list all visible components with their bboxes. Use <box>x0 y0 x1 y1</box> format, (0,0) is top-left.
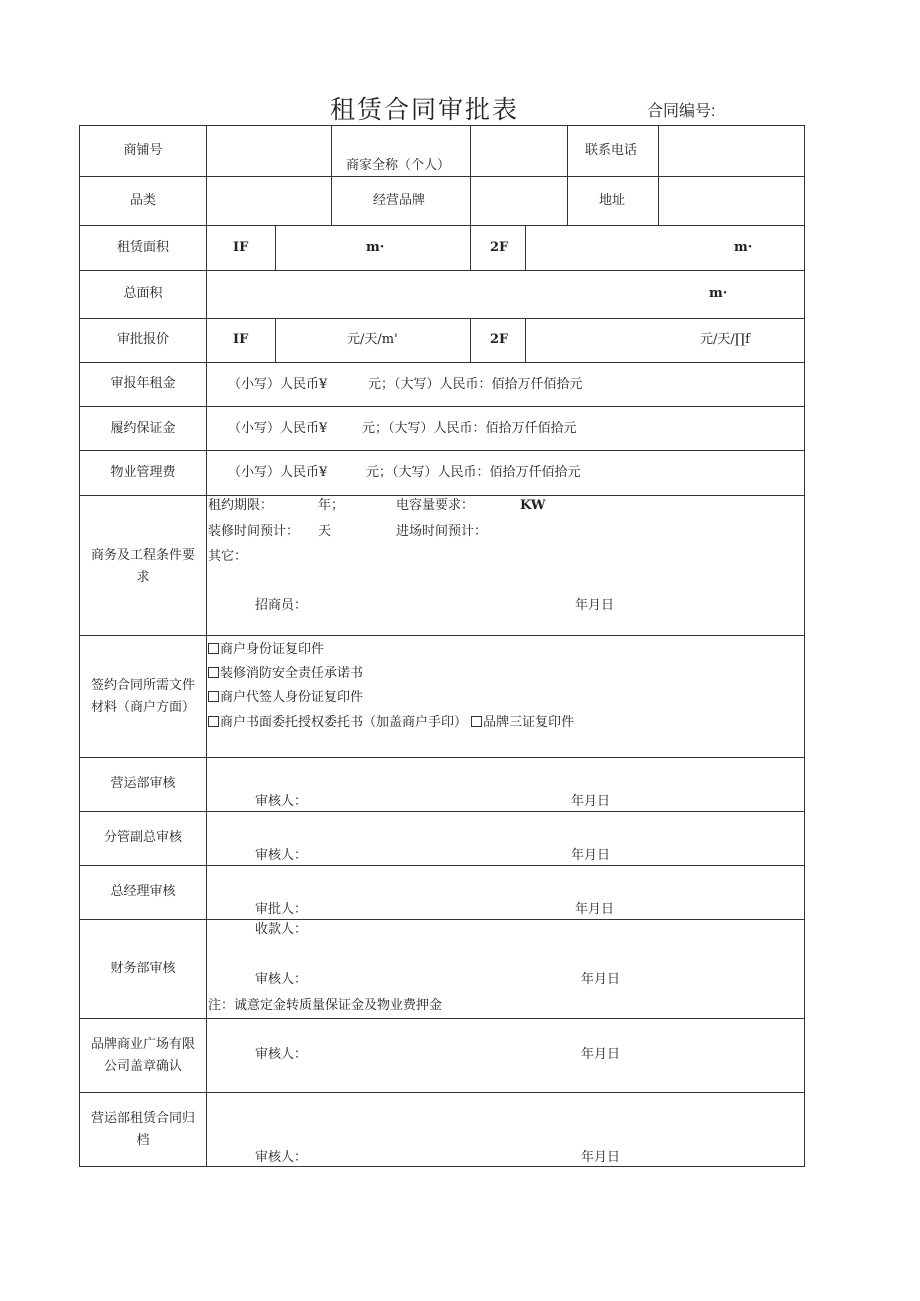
deposit-label: 履约保证金 <box>110 421 176 436</box>
business-conditions-label-line1: 商务及工程条件要 <box>90 548 195 563</box>
required-documents-label-line2: 材料（商户方面） <box>90 700 195 715</box>
floor-1-label: IF <box>233 240 249 255</box>
row-divider <box>79 635 805 636</box>
gm-approver-label: 审批人： <box>255 902 308 917</box>
gm-review-date: 年月日 <box>575 902 615 917</box>
area-unit-2f: m· <box>734 240 753 255</box>
lease-term-year: 年； <box>318 498 345 513</box>
row-divider <box>79 270 805 271</box>
total-area-unit: m· <box>709 286 728 301</box>
finance-note: 注：诚意定金转质量保证金及物业费押金 <box>208 998 443 1013</box>
power-capacity-label: 电容量要求： <box>396 498 475 513</box>
ops-review-label: 营运部审核 <box>110 776 176 791</box>
company-reviewer-label: 审核人： <box>255 1047 308 1062</box>
company-review-date: 年月日 <box>581 1047 621 1062</box>
property-fee-uppercase: 元；（大写）人民币：佰拾万仟佰拾元 <box>366 465 581 480</box>
price-unit-2f: 元/天/∏f <box>700 332 750 347</box>
entry-time-label: 进场时间预计： <box>396 524 488 539</box>
document-item: 商户代签人身份证复印件 <box>208 689 363 707</box>
lease-term-label: 租约期限： <box>208 498 274 513</box>
row-divider <box>79 362 805 363</box>
company-seal-label <box>80 1034 206 1078</box>
required-documents-label-line1: 签约合同所需文件 <box>90 678 195 693</box>
column-divider <box>525 225 526 270</box>
archive-label <box>80 1108 206 1152</box>
finance-review-label: 财务部审核 <box>110 961 176 976</box>
other-label: 其它： <box>208 549 248 564</box>
property-fee-lowercase: （小写）人民币¥ <box>228 465 328 480</box>
annual-rent-lowercase: （小写）人民币¥ <box>228 377 328 392</box>
row-divider <box>79 1092 805 1093</box>
deposit-uppercase: 元；（大写）人民币：佰拾万仟佰拾元 <box>362 421 577 436</box>
company-seal-label-line1: 品牌商业广场有限 <box>90 1037 195 1052</box>
document-item: 商户身份证复印件 <box>208 641 324 659</box>
price-floor-2-label: 2F <box>490 332 509 347</box>
archive-reviewer-label: 审核人： <box>255 1150 308 1165</box>
price-floor-1-label: IF <box>233 332 249 347</box>
archive-date: 年月日 <box>581 1150 621 1165</box>
row-divider <box>79 865 805 866</box>
checkbox-icon[interactable] <box>471 716 482 727</box>
row-divider <box>79 318 805 319</box>
shop-number-label: 商铺号 <box>123 143 163 158</box>
column-divider <box>206 125 207 1167</box>
address-label: 地址 <box>599 193 626 208</box>
ops-reviewer-label: 审核人： <box>255 794 308 809</box>
contract-number-label: 合同编号: <box>647 103 716 120</box>
row-divider <box>79 225 805 226</box>
vp-reviewer-label: 审核人： <box>255 848 308 863</box>
checkbox-icon[interactable] <box>208 716 219 727</box>
column-divider <box>275 318 276 362</box>
vp-review-date: 年月日 <box>571 848 611 863</box>
vp-review-label: 分管副总审核 <box>103 830 182 845</box>
company-seal-label-line2: 公司盖章确认 <box>103 1059 182 1074</box>
checkbox-icon[interactable] <box>208 691 219 702</box>
archive-label-line1: 营运部租赁合同归 <box>90 1111 195 1126</box>
payee-label: 收款人： <box>255 922 308 937</box>
row-divider <box>79 495 805 496</box>
column-divider <box>658 125 659 225</box>
power-unit: KW <box>520 498 546 513</box>
decoration-time-label: 装修时间预计： <box>208 524 300 539</box>
row-divider <box>79 757 805 758</box>
row-divider <box>79 450 805 451</box>
ops-review-date: 年月日 <box>571 794 611 809</box>
approved-price-label: 审批报价 <box>116 332 169 347</box>
brand-label: 经营品牌 <box>373 193 426 208</box>
row-divider <box>79 1018 805 1019</box>
decoration-time-day: 天 <box>318 524 332 539</box>
floor-2-label: 2F <box>490 240 509 255</box>
column-divider <box>567 125 568 225</box>
finance-review-date: 年月日 <box>581 972 621 987</box>
gm-review-label: 总经理审核 <box>110 884 176 899</box>
column-divider <box>525 318 526 362</box>
row-divider <box>79 176 805 177</box>
page-title: 租赁合同审批表 <box>330 95 520 124</box>
total-area-label: 总面积 <box>123 286 163 301</box>
phone-label: 联系电话 <box>585 143 638 158</box>
annual-rent-uppercase: 元；（大写）人民币：佰拾万仟佰拾元 <box>368 377 583 392</box>
required-documents-label <box>80 675 206 719</box>
lease-area-label: 租赁面积 <box>116 240 169 255</box>
column-divider <box>470 125 471 225</box>
area-unit-1f: m· <box>366 240 385 255</box>
checkbox-icon[interactable] <box>208 643 219 654</box>
finance-reviewer-label: 审核人： <box>255 972 308 987</box>
checkbox-icon[interactable] <box>208 667 219 678</box>
document-item: 装修消防安全责任承诺书 <box>208 665 363 683</box>
annual-rent-label: 审报年租金 <box>110 376 176 391</box>
recruiter-label: 招商员： <box>255 598 308 613</box>
document-item: 商户书面委托授权委托书（加盖商户手印） 品牌三证复印件 <box>208 714 574 732</box>
recruiter-date: 年月日 <box>575 598 615 613</box>
row-divider <box>79 406 805 407</box>
column-divider <box>275 225 276 270</box>
category-label: 品类 <box>129 193 156 208</box>
row-divider <box>79 811 805 812</box>
archive-label-line2: 档 <box>136 1133 150 1148</box>
price-unit-1f: 元/天/m' <box>347 332 398 347</box>
row-divider <box>79 919 805 920</box>
property-fee-label: 物业管理费 <box>110 465 176 480</box>
column-divider <box>470 225 471 270</box>
column-divider <box>470 318 471 362</box>
business-conditions-label <box>80 545 206 589</box>
deposit-lowercase: （小写）人民币¥ <box>228 421 328 436</box>
column-divider <box>331 125 332 225</box>
business-conditions-label-line2: 求 <box>136 570 150 585</box>
merchant-name-label: 商家全称（个人） <box>346 158 451 173</box>
